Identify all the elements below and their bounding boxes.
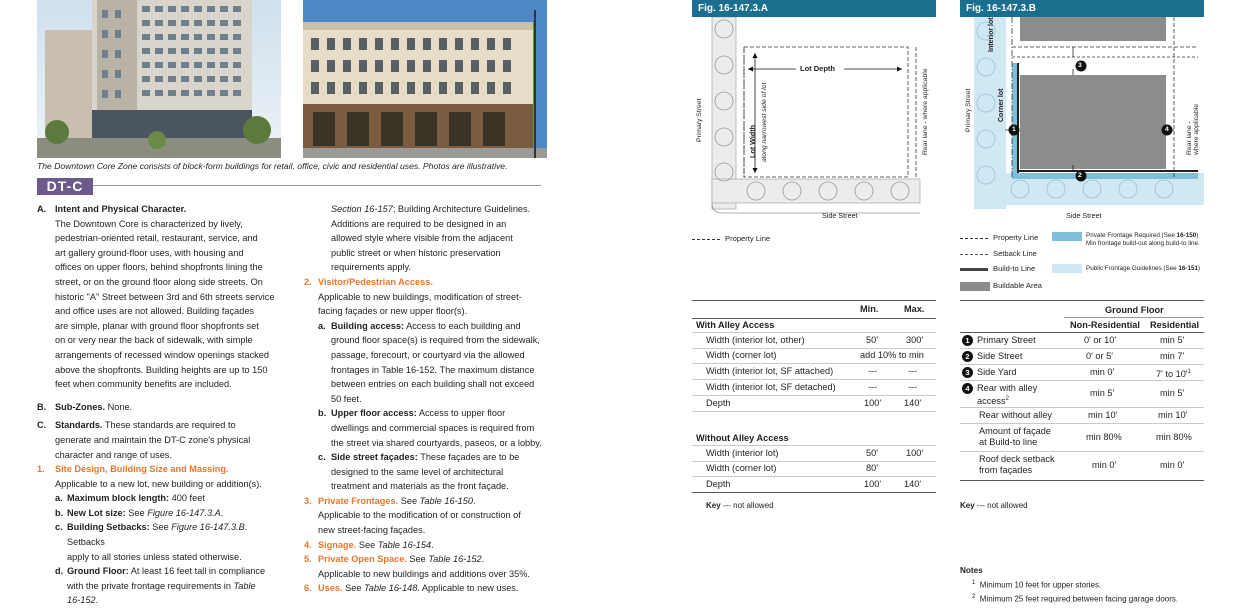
text-line: above the shopfronts. Building heights are up to 150 xyxy=(55,364,268,375)
item-2-title: Visitor/Pedestrian Access. xyxy=(318,276,433,287)
sub-label: b. xyxy=(318,408,327,419)
setback-table-key xyxy=(960,501,1028,510)
key-label: Key xyxy=(960,501,975,510)
text: . xyxy=(472,495,476,506)
table-top-rule xyxy=(692,300,936,301)
row-nonres: min 10' xyxy=(1088,410,1118,420)
table-row xyxy=(960,365,1204,381)
item-1d xyxy=(55,564,287,608)
table-ref[interactable]: Table xyxy=(233,580,256,591)
zone-badge: DT-C xyxy=(37,178,93,195)
legend-label: Buildable Area xyxy=(993,281,1042,290)
table-row xyxy=(960,424,1204,452)
column-2 xyxy=(304,202,550,596)
row-label: Amount of façade xyxy=(979,426,1052,436)
setback-number-badge: 1 xyxy=(962,335,973,346)
text-line: are simple, planar with ground floor shopfronts set xyxy=(55,320,259,331)
table-row xyxy=(692,380,936,396)
text-line: dwellings and commercial spaces is required from xyxy=(331,422,535,433)
text-line: Access to each building and xyxy=(406,320,521,331)
section-b xyxy=(37,400,287,415)
text: See xyxy=(345,583,362,594)
lot-width-note: along narrowest side of lot xyxy=(761,82,768,162)
row-label: Rear without alley xyxy=(979,410,1053,420)
sub-title: Building access: xyxy=(331,320,405,331)
text-line: Applicable to new buildings, modification of street- xyxy=(318,291,522,302)
table-ref[interactable]: Table 16-148 xyxy=(364,583,418,594)
row-label: at Build-to line xyxy=(979,437,1038,447)
table-row xyxy=(960,381,1204,408)
figure-ref[interactable]: Figure 16-147.3.A xyxy=(147,507,221,518)
table-row xyxy=(692,348,936,364)
text-line: on or very near the back of sidewalk, with simple xyxy=(55,335,253,346)
item-6-title: Uses. xyxy=(318,583,343,594)
column-1 xyxy=(37,202,287,608)
row-nonres: min 0' xyxy=(1092,460,1117,470)
table-ref[interactable]: Table 16-154 xyxy=(377,539,432,550)
item-1-subs xyxy=(37,491,287,608)
sub-text: See xyxy=(128,507,145,518)
text-line: These façades are to be xyxy=(420,452,520,463)
row-min: --- xyxy=(868,382,878,392)
table-ref[interactable]: 16-152 xyxy=(67,595,96,606)
table-top-rule xyxy=(960,300,1204,301)
section-a-body xyxy=(37,217,287,392)
text-line: Additions are required to be designed in an xyxy=(331,218,507,229)
legend-public-frontage xyxy=(1086,265,1200,272)
text: See xyxy=(358,539,376,550)
item-1-title: Site Design, Building Size and Massing. xyxy=(55,464,229,475)
figure-b-title: Fig. 16-147.3.B xyxy=(960,0,1204,17)
photo-historic-building xyxy=(303,0,547,158)
section-c-label: C. xyxy=(37,420,47,431)
row-label: Side Street xyxy=(977,351,1023,361)
section-c-title: Standards. xyxy=(55,420,103,431)
setback-table xyxy=(960,300,1204,496)
key-label: Key xyxy=(706,501,721,510)
row-nonres: min 5' xyxy=(1090,388,1115,398)
section-ref[interactable]: Section 16-157 xyxy=(331,204,393,214)
text: . Applicable to new uses. xyxy=(417,583,519,594)
section-b-title: Sub-Zones. xyxy=(55,401,106,412)
lot-size-table xyxy=(692,300,936,500)
item-2a xyxy=(318,319,550,407)
row-min: 100' xyxy=(864,479,882,489)
row-res: min 10' xyxy=(1158,410,1188,420)
text-line: historic "A" Street between 3rd and 6th streets service xyxy=(55,291,275,302)
marker-1-label: 1 xyxy=(1012,126,1016,133)
row-max: 140' xyxy=(904,398,922,408)
row-res: min 80% xyxy=(1156,432,1192,442)
text-line: art gallery ground-floor uses, with housing and xyxy=(55,247,244,258)
legend-build-to xyxy=(960,264,1035,273)
row-label: access xyxy=(977,396,1006,407)
text-line: facing façades or new upper floor(s). xyxy=(318,306,468,317)
figure-b-diagram xyxy=(960,17,1204,229)
section-a-label: A. xyxy=(37,204,47,214)
text-line: Applicable to the modification of or construction of xyxy=(318,510,521,521)
table-row xyxy=(692,445,936,462)
sub-title: Upper floor access: xyxy=(331,408,417,419)
sub-text: 400 feet xyxy=(171,493,205,504)
row-max: --- xyxy=(908,382,918,392)
legend-property xyxy=(960,233,1038,242)
setback-line-swatch xyxy=(960,254,988,255)
note-number: 1 xyxy=(972,580,976,586)
photo-caption: The Downtown Core Zone consists of block-form buildings for retail, office, civic and residential uses. Photos are illustrative. xyxy=(37,161,508,171)
lot-table-key xyxy=(706,501,774,510)
table-row xyxy=(960,452,1204,481)
text-line: the street via shared courtyards, paseos, or a lobby. xyxy=(331,437,542,448)
item-5-label: 5. xyxy=(304,554,312,565)
legend-label: Property Line xyxy=(725,234,771,243)
section-b-text: None. xyxy=(107,401,133,412)
row-min: 100' xyxy=(864,398,882,408)
lot-width-label: Lot Width xyxy=(748,124,757,158)
sub-label: c. xyxy=(318,452,326,463)
row-res: min 5' xyxy=(1160,335,1185,345)
text-line: new street-facing façades. xyxy=(318,525,426,536)
legend-ref: 16-150 xyxy=(1176,232,1197,239)
row-label: Width (interior lot, other) xyxy=(706,335,805,345)
table-row xyxy=(692,396,936,412)
head-rule xyxy=(692,318,936,319)
build-to-line-swatch xyxy=(960,268,988,271)
item-2b xyxy=(318,406,550,450)
legend-private-frontage xyxy=(1086,232,1206,248)
rear-lane-b-label: Rear lane - where applicable xyxy=(1186,103,1200,155)
sub-title: Side street façades: xyxy=(331,452,418,463)
text-line: treatment and materials as the front façade. xyxy=(331,481,509,492)
text-line: arrangements of recessed window openings stacked xyxy=(55,349,269,360)
header-rule xyxy=(37,185,541,186)
section-a-title: Intent and Physical Character. xyxy=(55,204,187,214)
row-res: min 0' xyxy=(1160,460,1185,470)
item-3 xyxy=(304,494,550,538)
item-2-subs xyxy=(304,319,550,494)
property-line-swatch xyxy=(692,239,720,240)
row-min: 80' xyxy=(866,463,878,473)
buildable-area-swatch xyxy=(960,282,990,291)
rear-lane-label: Rear lane - where applicable xyxy=(922,68,929,155)
text-line: The Downtown Core is characterized by lively, xyxy=(55,218,243,229)
table-row xyxy=(692,477,936,493)
table-ref[interactable]: Table 16-152 xyxy=(428,554,482,565)
text-line: designed to the same level of architectural xyxy=(331,466,504,477)
group-with-alley: With Alley Access xyxy=(696,320,775,330)
item-2c xyxy=(318,450,550,494)
text-line: ; Building Architecture Guidelines. xyxy=(392,204,531,214)
legend-property-line xyxy=(692,234,770,243)
row-label: Width (interior lot, SF detached) xyxy=(706,382,836,392)
row-min: --- xyxy=(868,366,878,376)
text-line: Applicable to a new lot, new building or addition(s). xyxy=(55,478,262,489)
footnote-ref: 1 xyxy=(1187,369,1191,375)
row-nonres: 0' or 10' xyxy=(1084,335,1117,345)
text-line: street, or on the ground floor along side streets. On xyxy=(55,276,263,287)
sub-label: a. xyxy=(318,320,326,331)
photo-modern-building xyxy=(37,0,281,158)
key-text: --- not allowed xyxy=(976,501,1028,510)
row-min: 50' xyxy=(866,448,878,458)
head-ground-floor: Ground Floor xyxy=(1105,305,1164,315)
row-label: Rear with alley xyxy=(977,383,1038,393)
notes-title: Notes xyxy=(960,566,983,575)
item-3-label: 3. xyxy=(304,495,312,506)
sub-text: . xyxy=(95,595,99,606)
section-a xyxy=(37,202,287,217)
text-line: requirements apply. xyxy=(331,262,412,273)
table-row xyxy=(692,364,936,380)
sub-label: b. xyxy=(55,507,64,518)
legend-label: Public Frontage Guidelines (See xyxy=(1086,265,1177,272)
table-row xyxy=(692,332,936,349)
group-without-alley: Without Alley Access xyxy=(696,433,789,443)
text: See xyxy=(409,554,426,565)
row-span: add 10% to min xyxy=(860,350,924,360)
text: See xyxy=(400,495,418,506)
note-text: Minimum 25 feet required between facing garage doors. xyxy=(979,594,1179,604)
legend-buildable xyxy=(960,281,1042,291)
lot-depth-label: Lot Depth xyxy=(800,64,835,73)
corner-lot-label: Corner lot xyxy=(998,88,1005,122)
key-text: --- not allowed xyxy=(722,501,774,510)
head-residential: Residential xyxy=(1150,320,1200,330)
row-label: Width (interior lot, SF attached) xyxy=(706,366,834,376)
item-4-label: 4. xyxy=(304,539,312,550)
table-ref[interactable]: Table 16-150 xyxy=(419,495,473,506)
text: . xyxy=(481,554,485,565)
private-frontage-swatch xyxy=(1052,232,1082,241)
item-1a xyxy=(55,491,287,506)
row-res: min 5' xyxy=(1160,388,1185,398)
note-1 xyxy=(972,580,1101,590)
section-b-label: B. xyxy=(37,401,47,412)
note-text: Minimum 10 feet for upper stories. xyxy=(979,580,1102,590)
table-row xyxy=(960,349,1204,365)
text: . xyxy=(431,539,434,550)
item-4 xyxy=(304,538,550,553)
legend-setback xyxy=(960,249,1037,258)
legend-label: ) xyxy=(1198,265,1201,272)
legend-label: Property Line xyxy=(993,233,1039,242)
row-max: 300' xyxy=(906,335,924,345)
legend-label: ) xyxy=(1196,232,1199,239)
text-line: Applicable to new buildings and additions over 35%. xyxy=(318,568,530,579)
text-line: between entries on each building shall not exceed xyxy=(331,379,535,390)
legend-label: Setback Line xyxy=(993,249,1037,258)
text-line: with the private frontage requirements in xyxy=(67,580,231,591)
table-row xyxy=(692,461,936,477)
row-label: Primary Street xyxy=(977,335,1036,345)
legend-label: Min frontage build-out along build-to line. xyxy=(1086,240,1200,247)
continued-text xyxy=(304,202,550,275)
marker-3-label: 3 xyxy=(1078,62,1082,69)
row-label: Depth xyxy=(706,479,731,489)
item-1b xyxy=(55,506,287,521)
text-line: frontages in Table 16-152. The maximum distance xyxy=(331,364,535,375)
head-max: Max. xyxy=(904,304,925,314)
sub-text: . Setbacks xyxy=(67,522,248,548)
item-1-label: 1. xyxy=(37,464,45,475)
figure-ref[interactable]: Figure 16-147.3.B xyxy=(171,522,245,533)
property-line-swatch xyxy=(960,238,988,239)
legend-ref: 16-151 xyxy=(1178,265,1199,272)
text-line: generate and maintain the DT-C zone's physical xyxy=(55,434,251,445)
item-1c xyxy=(55,520,287,564)
sub-label: d. xyxy=(55,566,64,577)
table-row xyxy=(960,333,1204,349)
side-street-b-label: Side Street xyxy=(1066,211,1102,220)
section-c xyxy=(37,418,287,462)
legend-label: Build-to Line xyxy=(993,264,1036,273)
item-5-title: Private Open Space. xyxy=(318,554,407,565)
item-6-label: 6. xyxy=(304,583,312,594)
public-frontage-swatch xyxy=(1052,264,1082,273)
sub-title: New Lot size: xyxy=(67,507,126,518)
text-line: Access to upper floor xyxy=(418,408,506,419)
row-res: min 7' xyxy=(1160,351,1185,361)
sub-text: See xyxy=(152,522,169,533)
item-1 xyxy=(37,462,287,491)
side-street-label: Side Street xyxy=(822,211,858,220)
figure-a-diagram xyxy=(692,17,936,229)
text-line: These standards are required to xyxy=(104,420,236,431)
note-number: 2 xyxy=(972,594,976,600)
sub-label: c. xyxy=(55,522,63,533)
text-line: allowed style where visible from the adjacent xyxy=(331,233,513,244)
setback-number-badge: 4 xyxy=(962,383,973,394)
row-nonres: 0' or 5' xyxy=(1086,351,1114,361)
row-label: Depth xyxy=(706,398,731,408)
marker-2-label: 2 xyxy=(1078,172,1082,179)
text-line: apply to all stories unless stated otherwise. xyxy=(67,551,242,562)
row-label: Roof deck setback xyxy=(979,454,1055,464)
table-row xyxy=(960,408,1204,424)
primary-street-label: Primary Street xyxy=(696,98,703,142)
sub-title: Building Setbacks: xyxy=(67,522,150,533)
item-3-title: Private Frontages. xyxy=(318,495,399,506)
head-group-rule xyxy=(1064,317,1204,318)
head-min: Min. xyxy=(860,304,879,314)
row-nonres: min 80% xyxy=(1086,432,1122,442)
text-line: passage, forecourt, or courtyard via the allowed xyxy=(331,349,525,360)
text-line: and office uses are not allowed. Building façades xyxy=(55,306,255,317)
row-res: 7' to 10' xyxy=(1156,369,1188,380)
setback-number-badge: 3 xyxy=(962,367,973,378)
text-line: public street or when historic preservation xyxy=(331,247,501,258)
item-4-title: Signage. xyxy=(318,539,357,550)
row-min: 50' xyxy=(866,335,878,345)
text-line: 50 feet. xyxy=(331,393,362,404)
row-max: --- xyxy=(908,366,918,376)
sub-label: a. xyxy=(55,493,63,504)
note-2 xyxy=(972,594,1178,604)
row-label: Width (corner lot) xyxy=(706,463,777,473)
interior-lot-label: Interior lot xyxy=(988,17,995,52)
text-line: pedestrian-oriented retail, restaurant, service, and xyxy=(55,233,258,244)
row-label: Side Yard xyxy=(977,367,1017,377)
sub-text: . xyxy=(220,507,224,518)
footnote-ref: 2 xyxy=(1005,396,1009,403)
row-nonres: min 0' xyxy=(1090,367,1115,377)
text-line: ground floor space(s) is required from the sidewalk, xyxy=(331,335,540,346)
row-max: 100' xyxy=(906,448,924,458)
sub-title: Ground Floor: xyxy=(67,566,129,577)
row-label: Width (interior lot) xyxy=(706,448,779,458)
setback-number-badge: 2 xyxy=(962,351,973,362)
marker-4-label: 4 xyxy=(1165,126,1169,133)
row-max: 140' xyxy=(904,479,922,489)
text-line: feet when community benefits are included. xyxy=(55,379,232,390)
legend-label: Private Frontage Required (See xyxy=(1086,232,1175,239)
item-6 xyxy=(304,581,550,596)
text-line: offices on upper floors, behind shopfronts lining the xyxy=(55,262,263,273)
text-line: character and range of uses. xyxy=(55,449,172,460)
item-5 xyxy=(304,552,550,581)
sub-title: Maximum block length: xyxy=(67,493,170,504)
primary-street-b-label: Primary Street xyxy=(965,88,972,132)
item-2 xyxy=(304,275,550,319)
figure-a-title: Fig. 16-147.3.A xyxy=(692,0,936,17)
head-non-residential: Non-Residential xyxy=(1070,320,1140,330)
row-label: Width (corner lot) xyxy=(706,350,777,360)
row-label: from façades xyxy=(979,465,1033,475)
item-2-label: 2. xyxy=(304,276,312,287)
sub-text: At least 16 feet tall in compliance xyxy=(130,566,266,577)
